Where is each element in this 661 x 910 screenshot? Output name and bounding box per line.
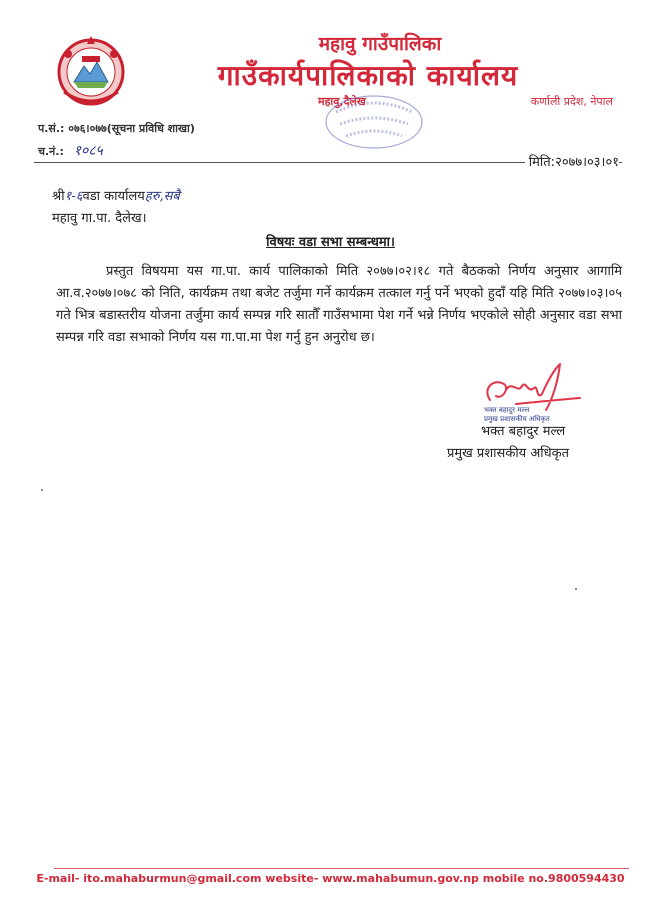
reference-fiscal-year: प.सं.: ०७६।०७७(सूचना प्रविधि शाखा): [38, 122, 195, 135]
dispatch-number: १०८५: [73, 143, 103, 159]
municipality-name: महावु गाउँपालिका: [318, 33, 442, 55]
office-name: गाउँकार्यपालिकाको कार्यालय: [217, 59, 519, 92]
footer-divider: [54, 868, 629, 869]
body-paragraph: प्रस्तुत विषयमा यस गा.पा. कार्य पालिकाको मिति २०७७।०२।१८ गते बैठकको निर्णय अनुसार आगामि आ.व.२०७७।०७८ को निति, कार्यक्रम तथा बजेट तर्जुमा गर्ने कार्यक्रम तत्काल गर्नु पर्ने भएको हुदाँ यहि मिति २०७७।०३।०५ गते भित्र बडास्तरीय योजना तर्जुमा कार्य सम्पन्न गरि सातौँ गाउँसभामा पेश गर्ने भन्ने निर्णय भएकोले सोही अनुसार वडा सभा सम्पन्न गरि वडा सभाको निर्णय यस गा.पा.मा पेश गर्नु हुन अनुरोध छ।: [56, 264, 622, 345]
scan-speck: [41, 489, 43, 491]
scan-speck: [575, 588, 577, 590]
recipient-office: वडा कार्यालय: [82, 189, 145, 204]
signatory-stamp-name: भक्त बहादुर मल्ल: [484, 406, 530, 414]
recipient-line-2: महावु गा.पा. दैलेख।: [52, 211, 147, 226]
signatory-stamp-title: प्रमुख प्रशासकीय अधिकृत: [484, 415, 550, 423]
dispatch-number-row: [38, 141, 103, 160]
district-label: महावु,दैलेख: [318, 95, 366, 108]
recipient-prefix: श्री: [52, 189, 65, 204]
letter-body: [56, 261, 622, 349]
office-stamp-icon: [316, 92, 426, 152]
footer-contact: E-mail- ito.mahaburmun@gmail.com website- www.mahabumun.gov.np mobile no.9800594430: [36, 872, 625, 885]
signatory-title: प्रमुख प्रशासकीय अधिकृत: [447, 446, 570, 461]
dispatch-label: च.नं.:: [38, 145, 64, 158]
recipient-suffix-handwritten: हरु,सबै: [144, 189, 180, 204]
signatory-name: भक्त बहादुर मल्ल: [481, 424, 566, 439]
letter-date: मिति:२०७७।०३।०१: [525, 152, 619, 170]
recipient-ward-handwritten: १-६: [64, 189, 83, 204]
letter-subject: विषयः वडा सभा सम्बन्धमा।: [266, 235, 395, 250]
province-label: कर्णाली प्रदेश, नेपाल: [530, 95, 613, 108]
nepal-government-emblem-icon: [52, 32, 130, 110]
recipient-line-1: [52, 186, 180, 204]
